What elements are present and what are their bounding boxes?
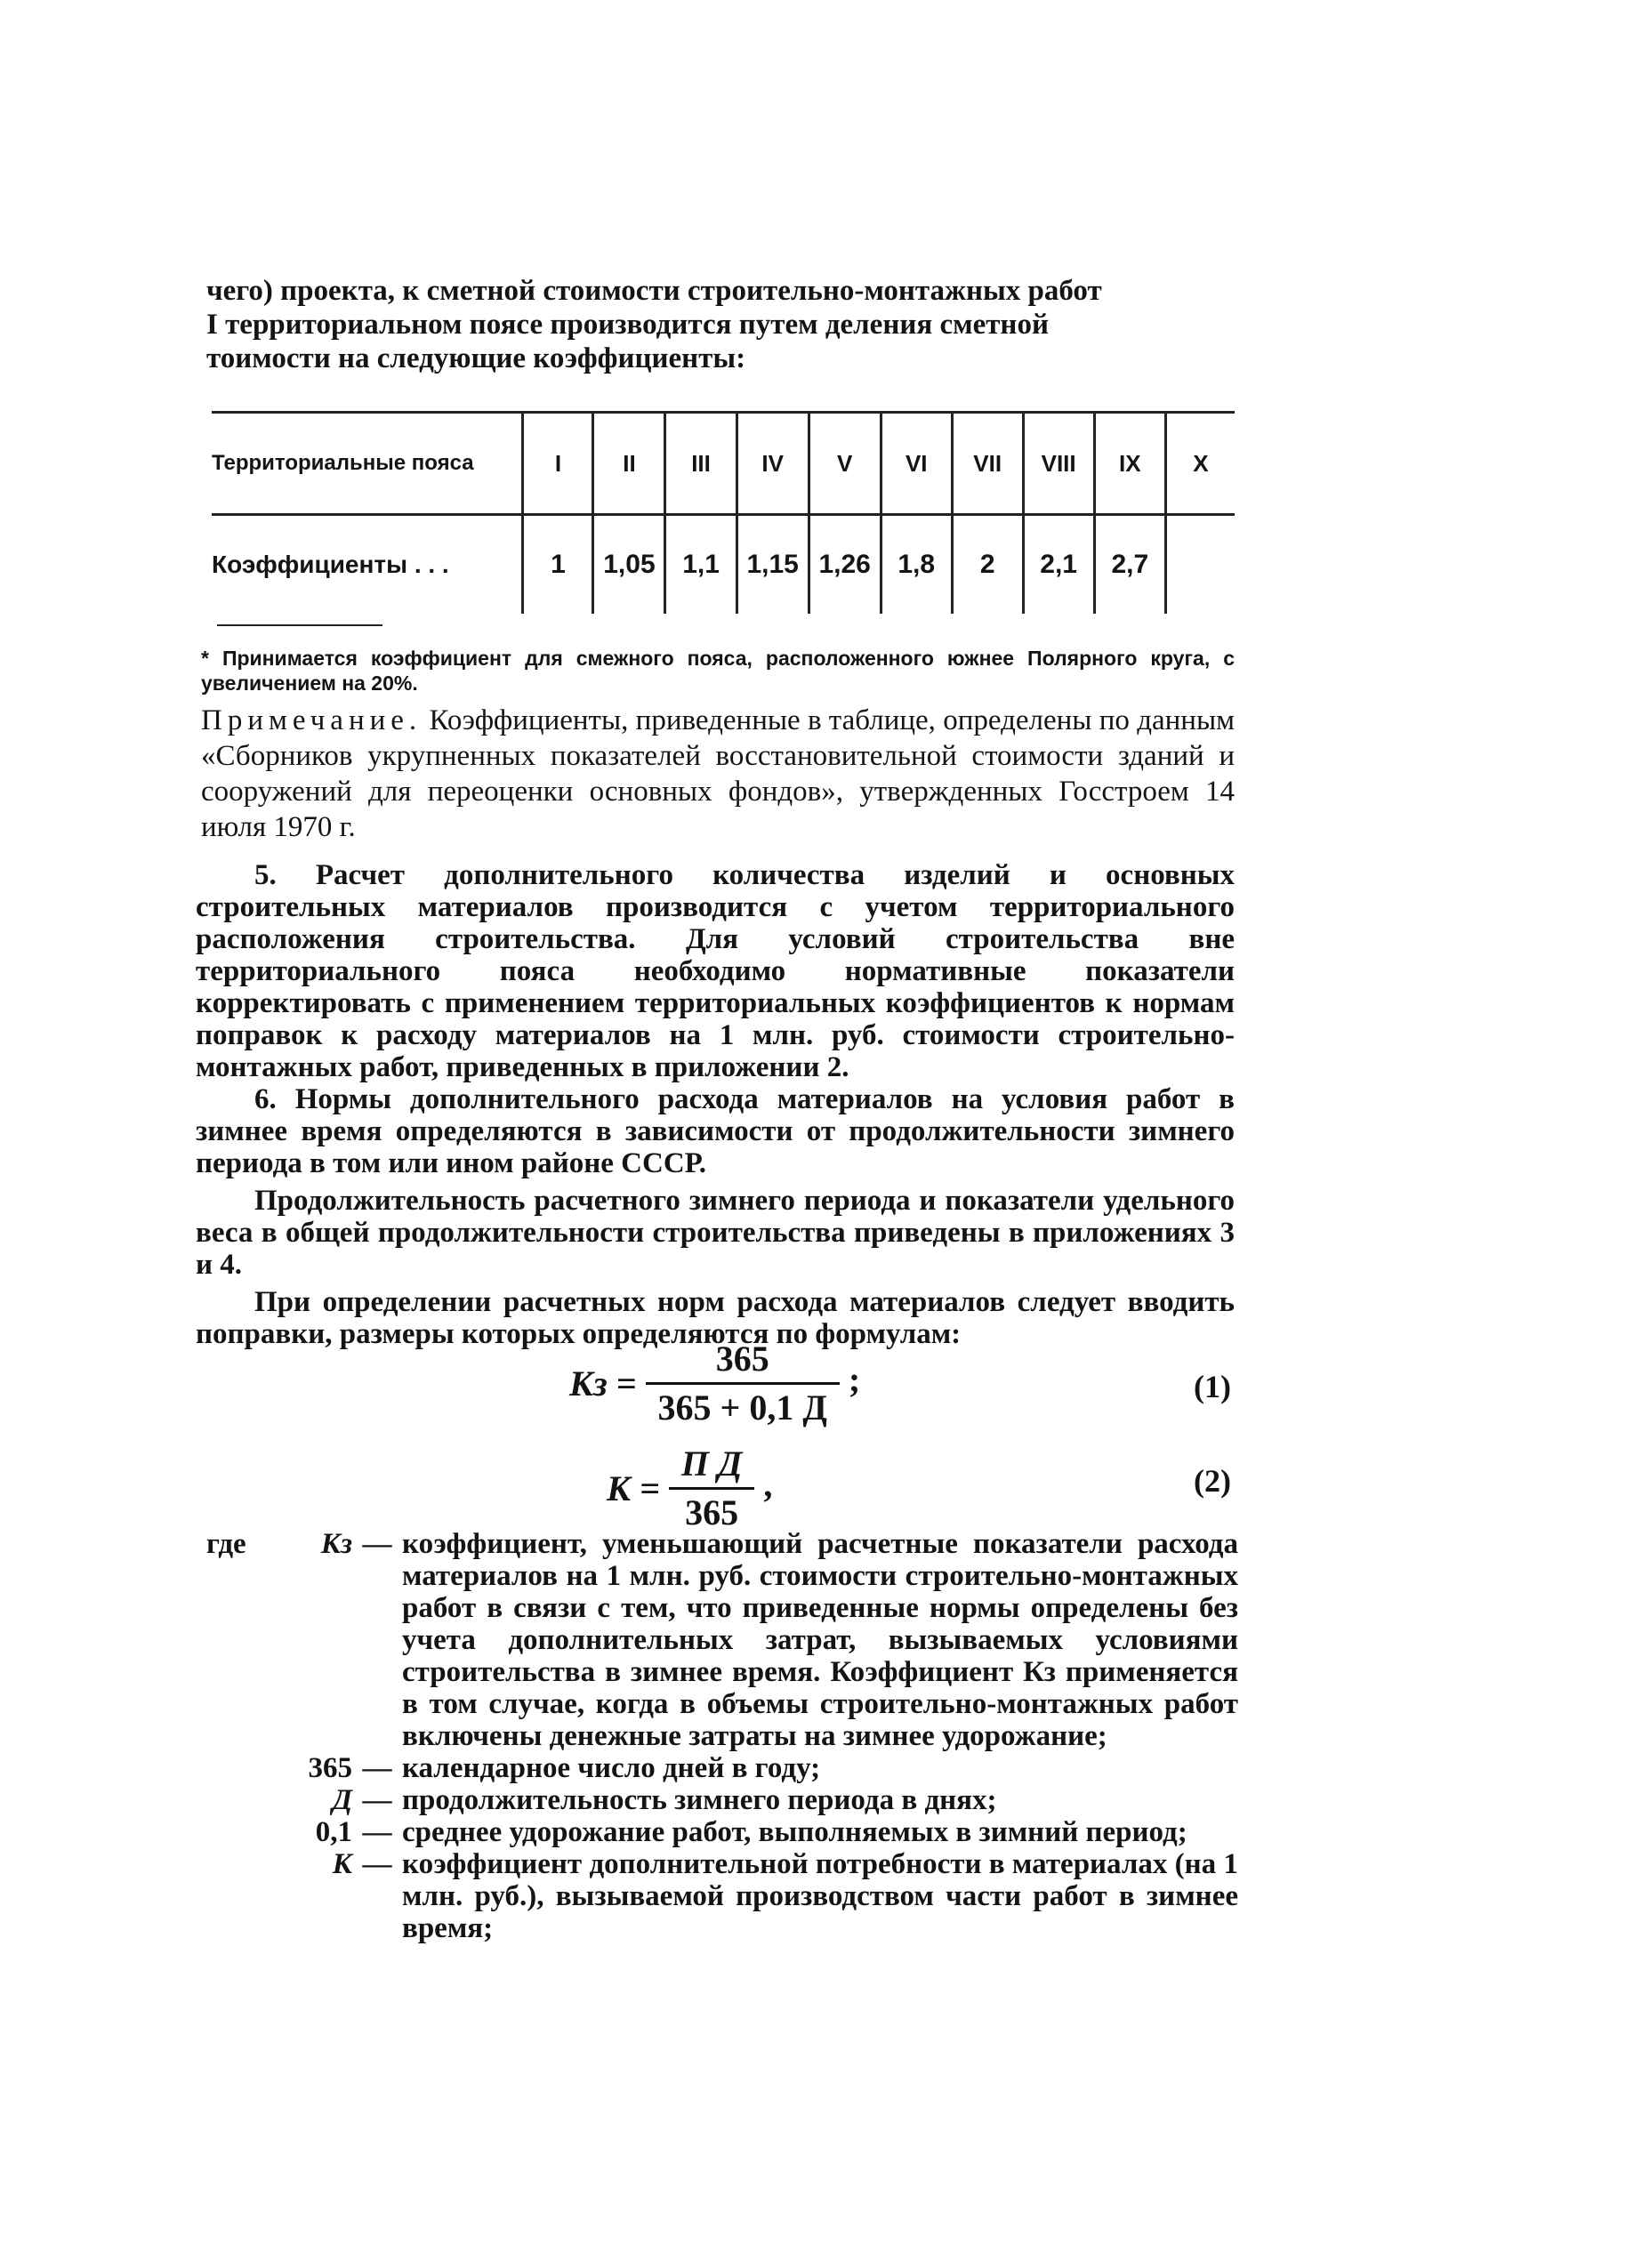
table-header-row xyxy=(212,413,1235,515)
formula-1-denominator: 365 + 0,1 Д xyxy=(657,1387,827,1428)
note-lead: Примечание. xyxy=(201,704,423,736)
zone-cell: II xyxy=(593,413,665,515)
zone-cell: V xyxy=(809,413,881,515)
footnote-rule xyxy=(217,624,382,626)
body-text xyxy=(196,859,1235,1350)
formula-1 xyxy=(569,1336,860,1431)
formula-2-fraction xyxy=(669,1441,754,1536)
intro-text xyxy=(206,274,1235,375)
territorial-coefficients-table xyxy=(212,411,1235,614)
definition-item xyxy=(206,1816,1238,1848)
formula-1-numerator: 365 xyxy=(646,1336,840,1385)
intro-line-1: чего) проекта, к сметной стоимости строительно-монтажных работ xyxy=(206,275,1102,307)
formula-2 xyxy=(607,1441,772,1536)
definition-dash: — xyxy=(362,1528,392,1560)
formula-2-number: (2) xyxy=(1194,1463,1231,1499)
formula-1-tail: ; xyxy=(848,1359,861,1400)
formula-1-fraction xyxy=(646,1336,840,1431)
where-word: где xyxy=(206,1528,246,1560)
definition-term: Кз xyxy=(320,1528,352,1560)
zone-cell: IV xyxy=(737,413,809,515)
definition-item xyxy=(206,1848,1238,1944)
value-cell: 1,15 xyxy=(737,515,809,615)
note xyxy=(201,703,1235,845)
footnote: * Принимается коэффициент для смежного пояса, расположенного южнее Полярного круга, с увеличением на 20%. xyxy=(201,647,1235,695)
definition-text: среднее удорожание работ, выполняемых в зимний период; xyxy=(402,1816,1187,1848)
note-text: Коэффициенты, приведенные в таблице, определены по данным «Сборников укрупненных показателей восстановительной стоимости зданий и сооружений для переоценки основных фондов», утвержденных Госстроем 14 июля 1970 г. xyxy=(201,704,1236,843)
zone-cell: I xyxy=(523,413,593,515)
value-cell: 1 xyxy=(523,515,593,615)
formula-1-number: (1) xyxy=(1194,1369,1231,1404)
zone-cell: III xyxy=(665,413,737,515)
value-cell: 1,1 xyxy=(665,515,737,615)
value-cell: 1,8 xyxy=(881,515,952,615)
definition-term: Д xyxy=(332,1784,352,1816)
zone-cell: VII xyxy=(952,413,1023,515)
value-cell: 1,05 xyxy=(593,515,665,615)
definition-dash: — xyxy=(362,1752,392,1784)
values-label: Коэффициенты . . . xyxy=(212,551,449,578)
definition-term: К xyxy=(332,1848,352,1880)
definition-item xyxy=(206,1784,1238,1816)
definition-item xyxy=(206,1528,1238,1752)
definition-text: календарное число дней в году; xyxy=(402,1752,821,1784)
definition-text: коэффициент, уменьшающий расчетные показатели расхода материалов на 1 млн. руб. стоимости строительно-монтажных работ в связи с тем, что приведенные нормы определены без учета дополнительных затрат, вызываемых условиями строительства в зимнее время. Коэффициент Кз применяется в том случае, когда в объемы строительно-монтажных работ включены денежные затраты на зимнее удорожание; xyxy=(402,1528,1238,1752)
paragraph-8: При определении расчетных норм расхода материалов следует вводить поправки, размеры которых определяются по формулам: xyxy=(196,1286,1235,1350)
definition-dash: — xyxy=(362,1784,392,1816)
zone-cell: VI xyxy=(881,413,952,515)
definitions-list xyxy=(206,1528,1238,1944)
definition-item xyxy=(206,1752,1238,1784)
value-cell: 1,26 xyxy=(809,515,881,615)
value-cell: 2 xyxy=(952,515,1023,615)
header-label: Территориальные пояса xyxy=(212,413,523,515)
table-values-row xyxy=(212,515,1235,615)
formula-2-numerator: П Д xyxy=(669,1441,754,1490)
definition-text: продолжительность зимнего периода в днях; xyxy=(402,1784,997,1816)
definition-text: коэффициент дополнительной потребности в материалах (на 1 млн. руб.), вызываемой производством части работ в зимнее время; xyxy=(402,1848,1238,1944)
paragraph-6: 6. Нормы дополнительного расхода материалов на условия работ в зимнее время определяются в зависимости от продолжительности зимнего периода в том или ином районе СССР. xyxy=(196,1083,1235,1179)
value-cell xyxy=(1165,515,1235,615)
formula-2-tail: , xyxy=(763,1464,773,1505)
zone-cell: VIII xyxy=(1023,413,1094,515)
formula-2-denominator: 365 xyxy=(685,1492,739,1532)
value-cell: 2,1 xyxy=(1023,515,1094,615)
paragraph-5: 5. Расчет дополнительного количества изделий и основных строительных материалов производится с учетом территориального расположения строительства. Для условий строительства вне территориального пояса необходимо нормативные показатели корректировать с применением территориальных коэффициентов к нормам поправок к расходу материалов на 1 млн. руб. стоимости строительно-монтажных работ, приведенных в приложении 2. xyxy=(196,859,1235,1083)
intro-line-3: тоимости на следующие коэффициенты: xyxy=(206,342,746,374)
definition-dash: — xyxy=(362,1816,392,1848)
formula-1-lhs: Кз = xyxy=(569,1363,637,1403)
zone-cell: IX xyxy=(1094,413,1165,515)
zone-cell: X xyxy=(1165,413,1235,515)
intro-line-2: I территориальном поясе производится путем деления сметной xyxy=(206,309,1049,341)
formula-2-lhs: К = xyxy=(607,1468,660,1508)
definition-term: 365 xyxy=(308,1752,352,1784)
paragraph-7: Продолжительность расчетного зимнего периода и показатели удельного веса в общей продолжительности строительства приведены в приложениях 3 и 4. xyxy=(196,1185,1235,1281)
value-cell: 2,7 xyxy=(1094,515,1165,615)
definition-term: 0,1 xyxy=(315,1816,352,1848)
definition-dash: — xyxy=(362,1848,392,1880)
